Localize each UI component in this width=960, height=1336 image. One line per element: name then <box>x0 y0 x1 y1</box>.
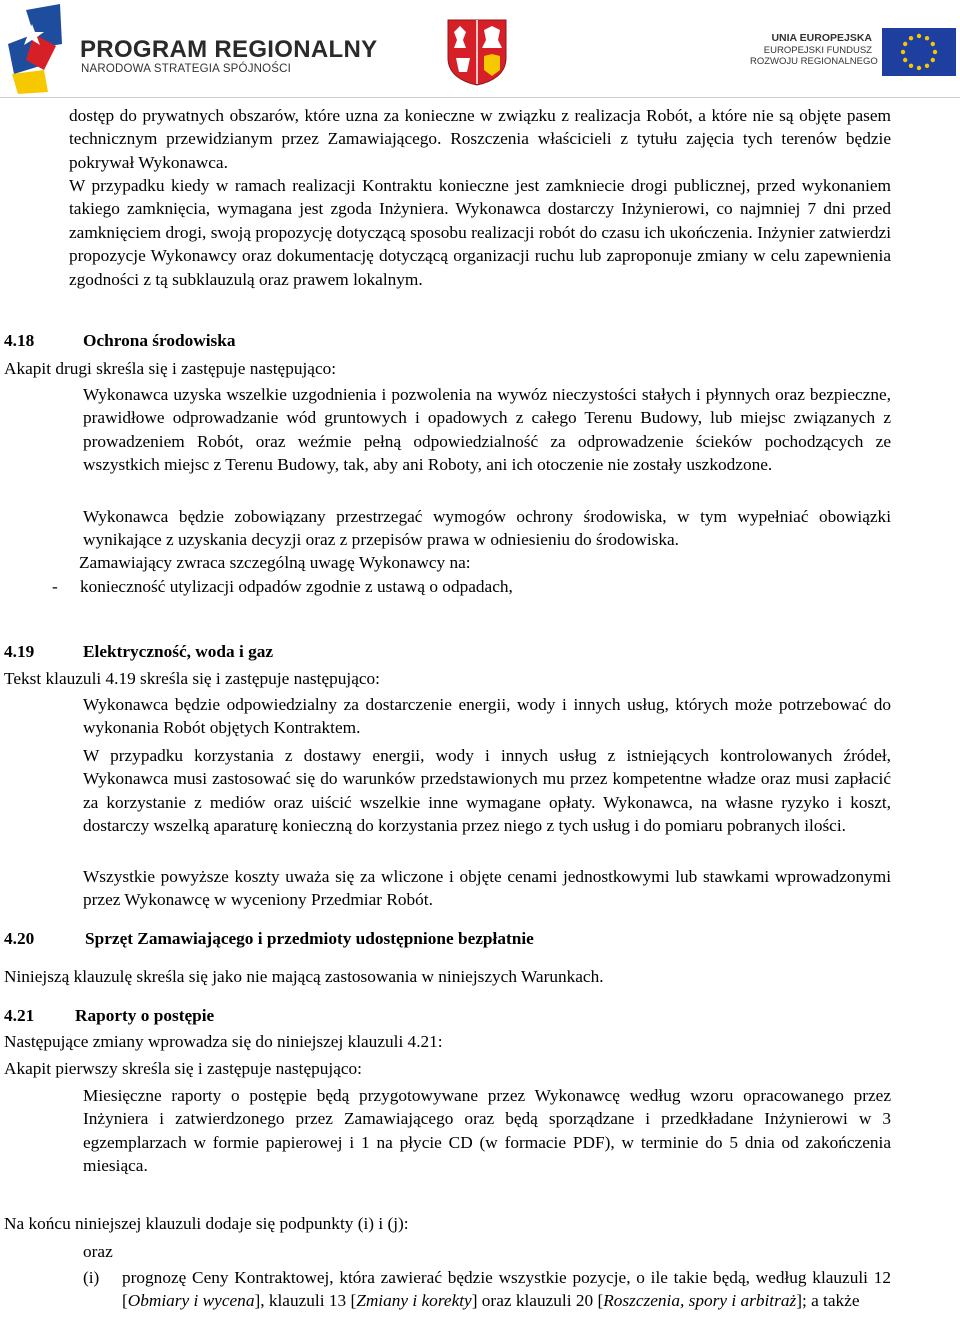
program-title: PROGRAM REGIONALNY <box>80 36 378 63</box>
eu-title: UNIA EUROPEJSKA <box>771 32 872 44</box>
list-item-mark: (i) <box>83 1268 100 1287</box>
bullet-text: konieczność utylizacji odpadów zgodnie z ustawą o odpadach, <box>80 577 513 596</box>
section-intro: Następujące zmiany wprowadza się do niniejszej klauzuli 4.21: <box>4 1032 443 1051</box>
list-item-i <box>83 1266 891 1313</box>
section-intro-2: Akapit pierwszy skreśla się i zastępuje następująco: <box>4 1059 362 1078</box>
program-subtitle: NARODOWA STRATEGIA SPÓJNOŚCI <box>81 63 292 75</box>
paragraph-access: dostęp do prywatnych obszarów, które uzna za konieczne w związku z realizacja Robót, a które nie są objęte pasem technicznym przewidzianym przez Zamawiającego. Roszczenia właścicieli z tytułu zajęcia tych terenów będzie pokrywał Wykonawca. <box>69 106 891 172</box>
paragraph-supply: W przypadku korzystania z dostawy energii, wody i innych usług z istniejących kontrolowanych źródeł, Wykonawca musi zastosować się do warunków przedstawionych mu przez kompetentne władze oraz musi zapłacić za korzystanie z mediów oraz uiścić wszelkie inne wymagane opłaty. Wykonawca, na własne ryzyko i koszt, dostarczy wszelką aparaturę konieczną do korzystania przez niego z tych usług i do pomiaru pobranych ilości. <box>83 746 891 836</box>
section-title: Elektryczność, woda i gaz <box>83 642 274 661</box>
section-number: 4.20 <box>4 929 35 948</box>
section-title: Raporty o postępie <box>75 1006 215 1025</box>
section-heading-4-21 <box>4 1004 214 1027</box>
paragraph-environment: Wykonawca będzie zobowiązany przestrzegać wymogów ochrony środowiska, w tym wypełniać obowiązki wynikające z uzyskania decyzji oraz z przepisów prawa w odniesieniu do środowiska. <box>83 507 891 550</box>
paragraph-reports: Miesięczne raporty o postępie będą przygotowywane przez Wykonawcę według wzoru opracowanego przez Inżyniera i zatwierdzonego przez Zamawiającego oraz będą sporządzane i przedkładane Inżynierowi w 3 egzemplarzach w formie papierowej i 1 na płycie CD (w formacie PDF), w terminie do 5 dnia od zakończenia miesiąca. <box>83 1086 891 1176</box>
paragraph-not-applicable: Niniejszą klauzulę skreśla się jako nie mającą zastosowania w niniejszych Warunkach. <box>4 967 604 986</box>
section-number: 4.18 <box>4 331 35 350</box>
section-title: Ochrona środowiska <box>83 331 236 350</box>
section-heading-4-19 <box>4 640 273 663</box>
paragraph-subpoints-intro: Na końcu niniejszej klauzuli dodaje się podpunkty (i) i (j): <box>4 1214 409 1233</box>
section-intro: Akapit drugi skreśla się i zastępuje następująco: <box>4 359 337 378</box>
section-heading-4-20 <box>4 927 534 950</box>
paragraph-permits: Wykonawca uzyska wszelkie uzgodnienia i pozwolenia na wywóz nieczystości stałych i płynnych oraz bezpieczne, prawidłowe odprowadzanie wód gruntowych i opadowych z całego Terenu Budowy, lub miejsc związanych z prowadzeniem Robót, oraz weźmie pełną odpowiedzialność za odprowadzenie ścieków pochodzących ze wszystkich miejsc z Terenu Budowy, tak, aby ani Roboty, ani ich otoczenie nie zostały uszkodzone. <box>83 385 891 475</box>
paragraph-attention: Zamawiający zwraca szczególną uwagę Wykonawcy na: <box>79 553 471 572</box>
bullet-mark: - <box>52 577 58 596</box>
paragraph-utilities: Wykonawca będzie odpowiedzialny za dostarczenie energii, wody i innych usług, których może potrzebować do wykonania Robót objętych Kontraktem. <box>83 695 891 738</box>
paragraph-costs: Wszystkie powyższe koszty uważa się za wliczone i objęte cenami jednostkowymi lub stawkami wprowadzonymi przez Wykonawcę w wyceniony Przedmiar Robót. <box>83 867 891 910</box>
eu-fund-line2: ROZWOJU REGIONALNEGO <box>750 56 878 67</box>
list-item-text: prognozę Ceny Kontraktowej, która zawierać będzie wszystkie pozycje, o ile takie będą, według klauzuli 12 [Obmiary i wycena], klauzuli 13 [Zmiany i korekty] oraz klauzuli 20 [Roszczenia, spory i arbitraż]; a także <box>122 1268 891 1311</box>
eu-fund-line1: EUROPEJSKI FUNDUSZ <box>763 45 872 56</box>
paragraph-road-closure: W przypadku kiedy w ramach realizacji Kontraktu konieczne jest zamkniecie drogi publicznej, przed wykonaniem takiego zamknięcia, wymagana jest zgoda Inżyniera. Wykonawca dostarczy Inżynierowi, co najmniej 7 dni przed zamknięciem drogi, swoją propozycję dotyczącą sposobu realizacji robót do czasu ich ukończenia. Inżynier zatwierdzi propozycje Wykonawcy oraz dokumentację dotyczącą organizacji ruchu lub zaproponuje zmiany w celu zapewnienia zgodności z tą subklauzulą oraz prawem lokalnym. <box>69 176 891 289</box>
section-number: 4.19 <box>4 642 35 661</box>
section-intro: Tekst klauzuli 4.19 skreśla się i zastępuje następująco: <box>4 669 380 688</box>
section-heading-4-18 <box>4 329 236 352</box>
bullet-item <box>52 575 513 598</box>
section-number: 4.21 <box>4 1006 35 1025</box>
conjunction-oraz: oraz <box>83 1242 113 1261</box>
section-title: Sprzęt Zamawiającego i przedmioty udostępnione bezpłatnie <box>85 929 534 948</box>
